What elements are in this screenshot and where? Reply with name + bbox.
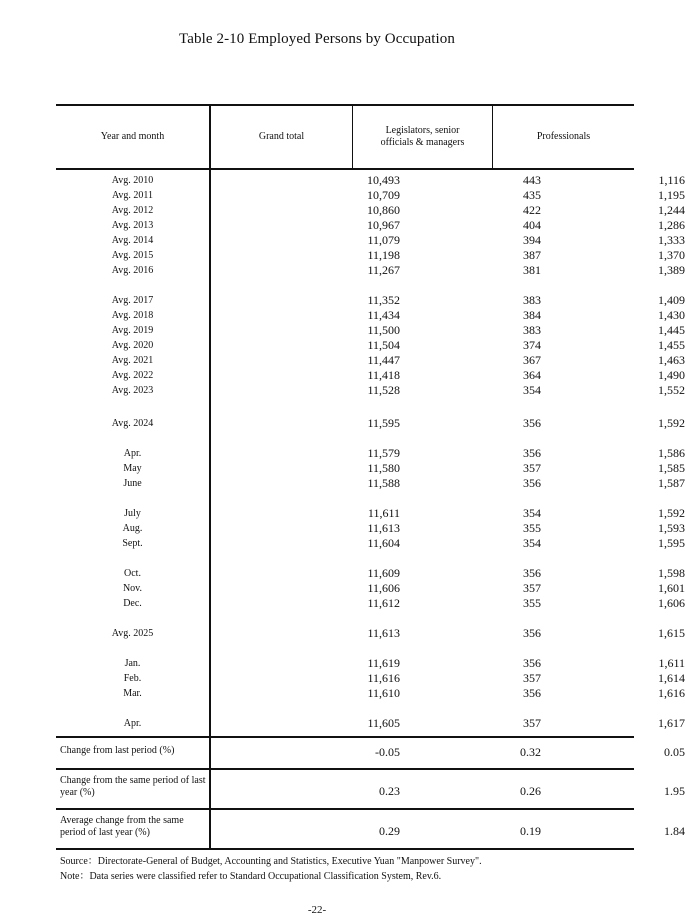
cell-professionals: 1,616 [658, 686, 685, 700]
cell-legislators: 357 [523, 581, 541, 595]
row-label: Avg. 2010 [111, 175, 154, 186]
cell-professionals: 1,430 [658, 308, 685, 322]
change-label: Average change from the same period of last year (%) [60, 815, 184, 838]
cell-legislators: 354 [523, 383, 541, 397]
cell-professionals: 1.95 [664, 784, 685, 798]
cell-grand-total: 11,612 [367, 596, 400, 610]
table-row [56, 461, 685, 476]
cell-grand-total: 11,434 [367, 308, 400, 322]
cell-grand-total: 11,588 [367, 476, 400, 490]
cell-professionals: 1,601 [658, 581, 685, 595]
cell-grand-total: 10,967 [367, 218, 400, 232]
row-label: Avg. 2019 [111, 325, 154, 336]
row-label: Avg. 2014 [111, 235, 154, 246]
row-label: Avg. 2021 [111, 355, 154, 366]
table-row [56, 581, 685, 596]
cell-legislators: 443 [523, 173, 541, 187]
cell-professionals: 1,195 [658, 188, 685, 202]
cell-grand-total: 0.23 [379, 784, 400, 798]
cell-legislators: 354 [523, 536, 541, 550]
table-row [56, 566, 685, 581]
row-label: June [123, 478, 142, 489]
cell-grand-total: 11,610 [367, 686, 400, 700]
table-row [56, 671, 685, 686]
row-label: Dec. [123, 598, 142, 609]
table-row [56, 293, 685, 308]
table-row [56, 233, 685, 248]
row-label: Apr. [123, 448, 142, 459]
cell-professionals: 1,286 [658, 218, 685, 232]
cell-legislators: 356 [523, 476, 541, 490]
table-row [56, 368, 685, 383]
cell-legislators: 357 [523, 671, 541, 685]
table-row [56, 173, 685, 188]
cell-legislators: 354 [523, 506, 541, 520]
cell-legislators: 381 [523, 263, 541, 277]
row-label: Apr. [123, 718, 142, 729]
cell-professionals: 1,592 [658, 416, 685, 430]
table-row [56, 596, 685, 611]
cell-grand-total: 11,606 [367, 581, 400, 595]
cell-grand-total: 11,352 [367, 293, 400, 307]
header-professionals: Professionals [536, 131, 591, 142]
cell-legislators: 367 [523, 353, 541, 367]
cell-grand-total: 11,609 [367, 566, 400, 580]
page-title: Table 2-10 Employed Persons by Occupation [179, 31, 455, 47]
cell-legislators: 394 [523, 233, 541, 247]
header-legislators: Legislators, senior officials & managers [380, 125, 465, 148]
cell-grand-total: 11,418 [367, 368, 400, 382]
cell-legislators: 422 [523, 203, 541, 217]
row-label: Avg. 2013 [111, 220, 154, 231]
cell-legislators: 374 [523, 338, 541, 352]
cell-legislators: 356 [523, 446, 541, 460]
cell-grand-total: 11,605 [367, 716, 400, 730]
cell-professionals: 0.05 [664, 745, 685, 759]
cell-legislators: 356 [523, 566, 541, 580]
row-label: Jan. [124, 658, 141, 669]
row-label: Avg. 2015 [111, 250, 154, 261]
table-row [56, 521, 685, 536]
cell-grand-total: 11,613 [367, 521, 400, 535]
cell-legislators: 0.26 [520, 784, 541, 798]
cell-grand-total: 11,611 [367, 506, 400, 520]
rule-bottom [56, 848, 634, 850]
cell-legislators: 357 [523, 461, 541, 475]
cell-legislators: 384 [523, 308, 541, 322]
cell-grand-total: 10,860 [367, 203, 400, 217]
cell-grand-total: 11,580 [367, 461, 400, 475]
table-row [56, 248, 685, 263]
cell-legislators: 364 [523, 368, 541, 382]
cell-professionals: 1,455 [658, 338, 685, 352]
table-row [56, 323, 685, 338]
cell-professionals: 1,587 [658, 476, 685, 490]
notes [60, 854, 482, 884]
cell-professionals: 1,598 [658, 566, 685, 580]
row-label: Avg. 2011 [111, 190, 154, 201]
cell-legislators: 355 [523, 521, 541, 535]
row-label: Avg. 2024 [111, 418, 154, 429]
cell-grand-total: 11,267 [367, 263, 400, 277]
cell-professionals: 1,585 [658, 461, 685, 475]
row-label: Avg. 2017 [111, 295, 154, 306]
cell-professionals: 1,490 [658, 368, 685, 382]
row-label: Oct. [124, 568, 141, 579]
cell-professionals: 1,606 [658, 596, 685, 610]
cell-professionals: 1,593 [658, 521, 685, 535]
cell-legislators: 387 [523, 248, 541, 262]
cell-legislators: 355 [523, 596, 541, 610]
table-row [56, 338, 685, 353]
table-row [56, 263, 685, 278]
cell-grand-total: -0.05 [375, 745, 400, 759]
row-label: July [124, 508, 141, 519]
cell-grand-total: 11,613 [367, 626, 400, 640]
cell-professionals: 1,463 [658, 353, 685, 367]
cell-professionals: 1,333 [658, 233, 685, 247]
table-row [56, 383, 685, 398]
cell-professionals: 1,445 [658, 323, 685, 337]
cell-legislators: 356 [523, 416, 541, 430]
table-row [56, 203, 685, 218]
cell-grand-total: 11,447 [367, 353, 400, 367]
cell-professionals: 1,611 [658, 656, 685, 670]
cell-professionals: 1,244 [658, 203, 685, 217]
cell-professionals: 1,552 [658, 383, 685, 397]
change-label: Change from last period (%) [60, 745, 175, 756]
row-label: Avg. 2022 [111, 370, 154, 381]
table-row [56, 188, 685, 203]
row-label: Avg. 2023 [111, 385, 154, 396]
cell-legislators: 0.32 [520, 745, 541, 759]
cell-professionals: 1,615 [658, 626, 685, 640]
cell-legislators: 383 [523, 293, 541, 307]
cell-grand-total: 11,604 [367, 536, 400, 550]
table-row [56, 308, 685, 323]
row-label: Avg. 2018 [111, 310, 154, 321]
header-year: Year and month [100, 131, 165, 142]
table-row [56, 353, 685, 368]
cell-legislators: 0.19 [520, 824, 541, 838]
row-label: Mar. [123, 688, 142, 699]
change-row [56, 810, 685, 848]
cell-professionals: 1,409 [658, 293, 685, 307]
row-label: May [123, 463, 142, 474]
cell-grand-total: 10,493 [367, 173, 400, 187]
table-row [56, 446, 685, 461]
cell-professionals: 1,592 [658, 506, 685, 520]
page-number: -22- [307, 904, 327, 916]
cell-professionals: 1,617 [658, 716, 685, 730]
cell-legislators: 357 [523, 716, 541, 730]
cell-grand-total: 10,709 [367, 188, 400, 202]
header-grand-total: Grand total [258, 131, 305, 142]
table-row [56, 716, 685, 731]
cell-grand-total: 11,528 [367, 383, 400, 397]
cell-professionals: 1,389 [658, 263, 685, 277]
cell-legislators: 383 [523, 323, 541, 337]
row-label: Avg. 2020 [111, 340, 154, 351]
table-row [56, 626, 685, 641]
classification-note: Note：Data series were classified refer to Standard Occupational Classification System, Rev.6. [60, 871, 442, 882]
row-label: Aug. [122, 523, 143, 534]
row-label: Avg. 2025 [111, 628, 154, 639]
cell-legislators: 356 [523, 686, 541, 700]
row-label: Avg. 2016 [111, 265, 154, 276]
change-label: Change from the same period of last year (%) [60, 775, 206, 798]
cell-professionals: 1,116 [658, 173, 685, 187]
table-row [56, 218, 685, 233]
table-row [56, 656, 685, 671]
cell-professionals: 1.84 [664, 824, 685, 838]
row-label: Avg. 2012 [111, 205, 154, 216]
source-note: Source：Directorate-General of Budget, Accounting and Statistics, Executive Yuan "Manpower Survey". [60, 856, 482, 867]
cell-legislators: 435 [523, 188, 541, 202]
cell-professionals: 1,614 [658, 671, 685, 685]
cell-grand-total: 11,616 [367, 671, 400, 685]
cell-professionals: 1,586 [658, 446, 685, 460]
table-row [56, 476, 685, 491]
cell-legislators: 356 [523, 626, 541, 640]
row-label: Feb. [123, 673, 142, 684]
cell-grand-total: 11,595 [367, 416, 400, 430]
rule-header-bottom [56, 168, 634, 170]
cell-professionals: 1,595 [658, 536, 685, 550]
table-row [56, 506, 685, 521]
cell-grand-total: 0.29 [379, 824, 400, 838]
row-label: Sept. [122, 538, 143, 549]
change-row [56, 738, 685, 768]
table-row [56, 416, 685, 431]
cell-grand-total: 11,619 [367, 656, 400, 670]
change-row [56, 770, 685, 808]
cell-grand-total: 11,579 [367, 446, 400, 460]
cell-grand-total: 11,198 [367, 248, 400, 262]
cell-grand-total: 11,500 [367, 323, 400, 337]
cell-professionals: 1,370 [658, 248, 685, 262]
cell-legislators: 404 [523, 218, 541, 232]
row-label: Nov. [122, 583, 143, 594]
cell-legislators: 356 [523, 656, 541, 670]
cell-grand-total: 11,079 [367, 233, 400, 247]
cell-grand-total: 11,504 [367, 338, 400, 352]
table-row [56, 536, 685, 551]
table-row [56, 686, 685, 701]
